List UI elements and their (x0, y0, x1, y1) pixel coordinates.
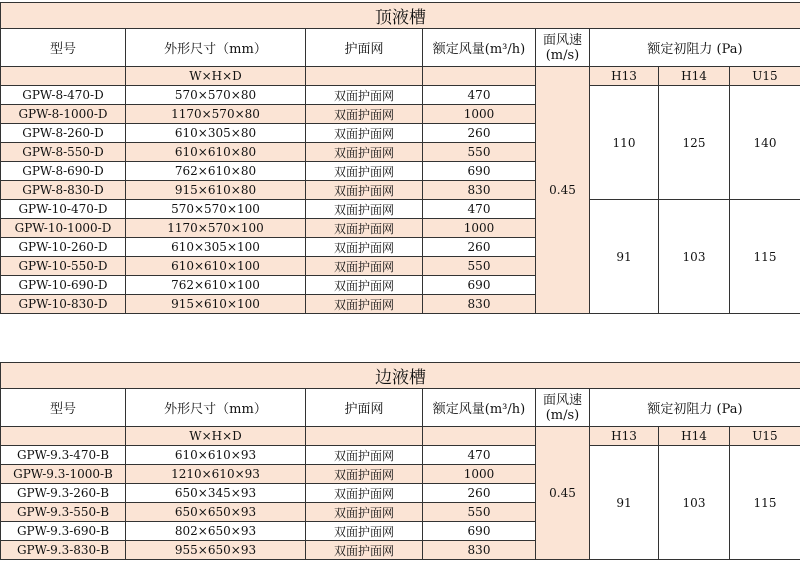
sub-h13: H13 (590, 67, 659, 86)
cell-size: 610×610×93 (126, 446, 306, 465)
cell-guard: 双面护面网 (306, 200, 423, 219)
cell-airflow: 1000 (423, 219, 536, 238)
header-model: 型号 (1, 389, 126, 427)
sub-guard-blank (306, 67, 423, 86)
cell-guard: 双面护面网 (306, 484, 423, 503)
cell-guard: 双面护面网 (306, 465, 423, 484)
table-row (1, 86, 800, 105)
cell-model: GPW-10-260-D (1, 238, 126, 257)
cell-guard: 双面护面网 (306, 238, 423, 257)
sub-u15: U15 (730, 427, 800, 446)
cell-model: GPW-8-690-D (1, 162, 126, 181)
cell-size: 955×650×93 (126, 541, 306, 560)
cell-airflow: 470 (423, 200, 536, 219)
sub-h14: H14 (659, 427, 730, 446)
cell-guard: 双面护面网 (306, 522, 423, 541)
sub-guard-blank (306, 427, 423, 446)
sub-airflow-blank (423, 427, 536, 446)
cell-guard: 双面护面网 (306, 143, 423, 162)
header-guard: 护面网 (306, 29, 423, 67)
cell-size: 610×305×100 (126, 238, 306, 257)
resistance-h13: 91 (590, 446, 659, 560)
cell-size: 570×570×80 (126, 86, 306, 105)
cell-airflow: 690 (423, 276, 536, 295)
cell-guard: 双面护面网 (306, 295, 423, 314)
sub-h13: H13 (590, 427, 659, 446)
header-resistance: 额定初阻力 (Pa) (590, 29, 800, 67)
cell-model: GPW-8-550-D (1, 143, 126, 162)
resistance-h13: 110 (590, 86, 659, 200)
cell-size: 762×610×80 (126, 162, 306, 181)
cell-model: GPW-10-830-D (1, 295, 126, 314)
cell-size: 1170×570×80 (126, 105, 306, 124)
header-face-speed-line2: (m/s) (545, 407, 580, 423)
sub-size-whd: W×H×D (126, 427, 306, 446)
cell-airflow: 470 (423, 86, 536, 105)
cell-model: GPW-8-830-D (1, 181, 126, 200)
cell-model: GPW-10-690-D (1, 276, 126, 295)
header-size: 外形尺寸（mm） (126, 389, 306, 427)
resistance-h14: 103 (659, 200, 730, 314)
header-face-speed (536, 389, 590, 427)
cell-model: GPW-8-1000-D (1, 105, 126, 124)
cell-airflow: 550 (423, 257, 536, 276)
cell-guard: 双面护面网 (306, 219, 423, 238)
cell-airflow: 550 (423, 143, 536, 162)
header-size: 外形尺寸（mm） (126, 29, 306, 67)
sub-h14: H14 (659, 67, 730, 86)
table-title: 顶液槽 (1, 3, 800, 29)
cell-size: 1210×610×93 (126, 465, 306, 484)
header-face-speed-line1: 面风速 (542, 392, 582, 408)
cell-airflow: 550 (423, 503, 536, 522)
cell-guard: 双面护面网 (306, 181, 423, 200)
cell-size: 610×610×80 (126, 143, 306, 162)
cell-guard: 双面护面网 (306, 446, 423, 465)
sub-u15: U15 (730, 67, 800, 86)
cell-guard: 双面护面网 (306, 257, 423, 276)
cell-model: GPW-9.3-550-B (1, 503, 126, 522)
cell-airflow: 260 (423, 484, 536, 503)
header-guard: 护面网 (306, 389, 423, 427)
cell-model: GPW-9.3-830-B (1, 541, 126, 560)
cell-size: 610×305×80 (126, 124, 306, 143)
header-face-speed-line2: (m/s) (545, 47, 580, 63)
cell-size: 762×610×100 (126, 276, 306, 295)
cell-guard: 双面护面网 (306, 503, 423, 522)
sub-size-whd: W×H×D (126, 67, 306, 86)
header-airflow: 额定风量(m³/h) (423, 29, 536, 67)
table-title: 边液槽 (1, 363, 800, 389)
cell-size: 802×650×93 (126, 522, 306, 541)
header-model: 型号 (1, 29, 126, 67)
header-airflow: 额定风量(m³/h) (423, 389, 536, 427)
cell-size: 650×650×93 (126, 503, 306, 522)
cell-airflow: 1000 (423, 465, 536, 484)
face-speed-value: 0.45 (536, 427, 590, 560)
cell-airflow: 830 (423, 295, 536, 314)
cell-guard: 双面护面网 (306, 86, 423, 105)
resistance-h14: 125 (659, 86, 730, 200)
header-face-speed (536, 29, 590, 67)
cell-airflow: 690 (423, 162, 536, 181)
cell-size: 610×610×100 (126, 257, 306, 276)
cell-model: GPW-10-1000-D (1, 219, 126, 238)
sub-airflow-blank (423, 67, 536, 86)
resistance-u15: 115 (730, 200, 800, 314)
cell-airflow: 260 (423, 124, 536, 143)
cell-airflow: 1000 (423, 105, 536, 124)
cell-airflow: 830 (423, 181, 536, 200)
resistance-u15: 140 (730, 86, 800, 200)
sub-model-blank (1, 427, 126, 446)
cell-guard: 双面护面网 (306, 276, 423, 295)
cell-airflow: 470 (423, 446, 536, 465)
cell-model: GPW-10-470-D (1, 200, 126, 219)
cell-airflow: 260 (423, 238, 536, 257)
cell-model: GPW-9.3-470-B (1, 446, 126, 465)
table-row (1, 446, 800, 465)
table-row (1, 200, 800, 219)
cell-guard: 双面护面网 (306, 541, 423, 560)
cell-model: GPW-9.3-260-B (1, 484, 126, 503)
cell-guard: 双面护面网 (306, 105, 423, 124)
cell-size: 1170×570×100 (126, 219, 306, 238)
cell-model: GPW-8-470-D (1, 86, 126, 105)
face-speed-value: 0.45 (536, 67, 590, 314)
resistance-u15: 115 (730, 446, 800, 560)
header-face-speed-line1: 面风速 (542, 32, 582, 48)
cell-airflow: 690 (423, 522, 536, 541)
cell-size: 915×610×80 (126, 181, 306, 200)
top-tank-table (0, 2, 800, 314)
sub-model-blank (1, 67, 126, 86)
cell-guard: 双面护面网 (306, 124, 423, 143)
cell-guard: 双面护面网 (306, 162, 423, 181)
cell-size: 915×610×100 (126, 295, 306, 314)
cell-model: GPW-10-550-D (1, 257, 126, 276)
header-resistance: 额定初阻力 (Pa) (590, 389, 800, 427)
side-tank-table (0, 362, 800, 560)
cell-airflow: 830 (423, 541, 536, 560)
cell-size: 650×345×93 (126, 484, 306, 503)
resistance-h14: 103 (659, 446, 730, 560)
cell-model: GPW-8-260-D (1, 124, 126, 143)
cell-model: GPW-9.3-1000-B (1, 465, 126, 484)
resistance-h13: 91 (590, 200, 659, 314)
cell-model: GPW-9.3-690-B (1, 522, 126, 541)
cell-size: 570×570×100 (126, 200, 306, 219)
